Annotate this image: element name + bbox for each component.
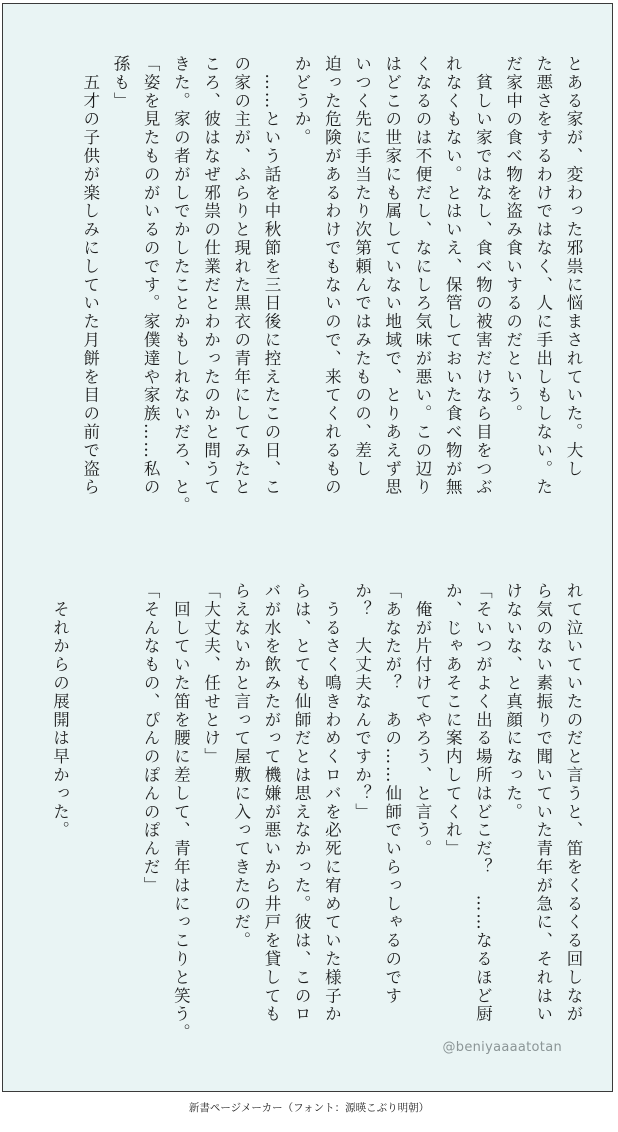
- text-line: らは、とても仙師だとは思えなかった。彼は、このロ: [292, 582, 312, 1024]
- text-line: 「そんなもの、ぴんのぽんのぽんだ」: [141, 582, 161, 895]
- text-line: 五才の子供が楽しみにしていた月餅を目の前で盗ら: [80, 55, 100, 497]
- text-line: か？ 大丈夫なんですか？」: [352, 582, 372, 822]
- text-line: うるさく鳴きわめくロバを必死に宥めていた様子か: [322, 582, 342, 1024]
- text-line: 俺が片付けてやろう、と言う。: [412, 582, 432, 858]
- text-line: か、じゃあそこに案内してくれ」: [443, 582, 463, 858]
- text-line: 孫も」: [110, 55, 130, 111]
- text-line: だ家中の食べ物を盗み食いするのだという。: [503, 55, 523, 423]
- text-line: ら気のない素振りで聞いていた青年が急に、それはい: [533, 582, 553, 1024]
- text-line: とある家が、変わった邪祟に悩まされていた。大し: [564, 55, 583, 479]
- text-line: いつく先に手当たり次第頼んではみたものの、差し: [352, 55, 372, 479]
- text-line: 「そいつがよく出る場所はどこだ？ ……なるほど厨: [473, 582, 493, 1024]
- book-page: [2, 3, 613, 1092]
- text-line: らえないかと言って屋敷に入ってきたのだ。: [231, 582, 251, 950]
- text-line: の家の主が、ふらりと現れた黒衣の青年にしてみたと: [231, 55, 251, 497]
- text-line: れて泣いていたのだと言うと、笛をくるくる回しなが: [564, 582, 583, 1024]
- text-column-top: [75, 55, 588, 535]
- text-line: かどうか。: [292, 55, 312, 147]
- text-line: 回していた笛を腰に差して、青年はにっこりと笑う。: [171, 582, 191, 1042]
- text-line: ……という話を中秋節を三日後に控えたこの日、こ: [261, 55, 281, 497]
- text-line: くなるのは不便だし、なにしろ気味が悪い。この辺り: [412, 55, 432, 497]
- author-watermark: @beniyaaaatotan: [442, 1040, 562, 1055]
- text-line: 「あなたが？ あの……仙師でいらっしゃるのです: [382, 582, 402, 1006]
- blank-line: [75, 582, 105, 1062]
- text-line: バが水を飲みたがって機嫌が悪いから井戸を貸しても: [261, 582, 281, 1024]
- text-line: 貧しい家ではなし、食べ物の被害だけなら目をつぶ: [473, 55, 493, 497]
- text-line: 「大丈夫、任せとけ」: [201, 582, 221, 766]
- text-line: はどこの世家にも属していない地域で、とりあえず思: [382, 55, 402, 497]
- text-line: それからの展開は早かった。: [50, 582, 70, 840]
- text-line: 迫った危険があるわけでもないので、来てくれるもの: [322, 55, 342, 497]
- text-line: きた。家の者がしでかしたことかもしれないだろ、と。: [171, 55, 191, 515]
- text-line: 「姿を見たものがいるのです。家僕達や家族……私の: [141, 55, 161, 497]
- text-line: れなくもない。とはいえ、保管しておいた食べ物が無: [443, 55, 463, 497]
- text-line: た悪さをするわけではなく、人に手出しもしない。た: [533, 55, 553, 497]
- generator-credit: 新書ページメーカー（フォント：源暎こぶり明朝）: [188, 1102, 430, 1114]
- text-line: けないな、と真顔になった。: [503, 582, 523, 822]
- blank-line: [105, 582, 135, 1062]
- text-line: ころ、彼はなぜ邪祟の仕業だとわかったのかと問うて: [201, 55, 221, 497]
- text-column-bottom: [44, 582, 588, 1062]
